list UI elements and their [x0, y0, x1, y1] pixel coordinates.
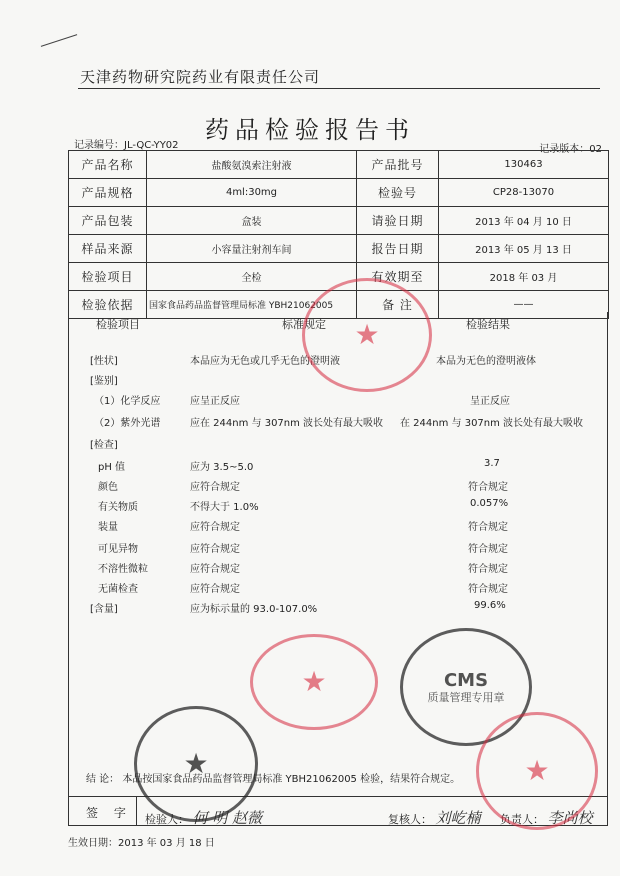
result-item: [检查] [90, 440, 118, 451]
package-label: 产品包装 [69, 207, 147, 235]
result-item: 可见异物 [98, 544, 138, 555]
star-icon: ★ [524, 754, 550, 788]
cms-seal-text: 质量管理专用章 [427, 691, 505, 705]
document-title: 药品检验报告书 [205, 116, 415, 144]
result-standard: 应符合规定 [190, 564, 240, 575]
result-value: 在 244nm 与 307nm 波长处有最大吸收 [400, 418, 584, 429]
result-value: 3.7 [484, 458, 500, 469]
product-name-label: 产品名称 [69, 151, 147, 179]
result-item: pH 值 [98, 462, 126, 473]
result-standard: 应符合规定 [190, 482, 240, 493]
reviewer-label: 复核人： [388, 813, 432, 826]
result-standard: 应符合规定 [190, 522, 240, 533]
signature-label: 签 字 [86, 806, 132, 820]
package-value: 盒装 [147, 207, 357, 235]
record-number: 记录编号：JL-QC-YY02 [74, 140, 179, 151]
black-seal-stamp [134, 706, 258, 822]
results-header-standard: 标准规定 [282, 318, 326, 331]
result-item: [鉴别] [90, 376, 118, 387]
result-standard: 本品应为无色或几乎无色的澄明液 [190, 356, 340, 367]
request-date-label: 请验日期 [357, 207, 439, 235]
spec-label: 产品规格 [69, 179, 147, 207]
result-value: 0.057% [470, 498, 509, 509]
red-seal-stamp-top [302, 278, 432, 392]
result-item: 有关物质 [98, 502, 138, 513]
source-value: 小容量注射剂车间 [147, 235, 357, 263]
item-value: 全检 [147, 263, 357, 291]
inspector-signature: 何 明 赵薇 [192, 809, 263, 827]
responsible-signature: 李尚校 [547, 809, 593, 827]
result-standard: 应符合规定 [190, 584, 240, 595]
result-standard: 应呈正反应 [190, 396, 240, 407]
request-date-value: 2013 年 04 月 10 日 [439, 207, 609, 235]
star-icon: ★ [183, 747, 209, 781]
result-item: 不溶性微粒 [98, 564, 148, 575]
result-value: 符合规定 [468, 522, 508, 533]
reviewer-signature: 刘屹楠 [435, 809, 481, 827]
results-header-result: 检验结果 [466, 318, 510, 331]
report-date-value: 2013 年 05 月 13 日 [439, 235, 609, 263]
result-value: 符合规定 [468, 544, 508, 555]
record-version: 记录版本：02 [539, 144, 602, 155]
result-standard: 应为 3.5~5.0 [190, 462, 254, 473]
table-row [69, 151, 609, 179]
expiry-label: 有效期至 [357, 263, 439, 291]
result-standard: 应在 244nm 与 307nm 波长处有最大吸收 [190, 418, 384, 429]
result-item: [性状] [90, 356, 118, 367]
inspection-no-value: CP28-13070 [439, 179, 609, 207]
product-name-value: 盐酸氨溴索注射液 [147, 151, 357, 179]
star-icon: ★ [354, 318, 380, 352]
result-value: 符合规定 [468, 564, 508, 575]
result-standard: 应为标示量的 93.0-107.0% [190, 604, 318, 615]
table-row [69, 207, 609, 235]
basis-value: 国家食品药品监督管理局标准 YBH21062005 [147, 291, 357, 319]
result-item: 无菌检查 [98, 584, 138, 595]
inspector-label: 检验人： [145, 813, 189, 826]
result-item: （2）紫外光谱 [94, 418, 161, 429]
expiry-value: 2018 年 03 月 [439, 263, 609, 291]
batch-value: 130463 [439, 151, 609, 179]
signature-divider [136, 796, 137, 826]
conclusion-text: 结 论： 本品按国家食品药品监督管理局标准 YBH21062005 检验，结果符合规定。 [86, 774, 461, 785]
result-value: 呈正反应 [470, 396, 510, 407]
cms-seal-logo: CMS [443, 669, 489, 691]
result-value: 符合规定 [468, 482, 508, 493]
result-value: 本品为无色的澄明液体 [436, 356, 536, 367]
result-item: 装量 [98, 522, 118, 533]
result-item: （1）化学反应 [94, 396, 161, 407]
pen-scratch [41, 34, 77, 47]
result-item: 颜色 [98, 482, 118, 493]
company-name: 天津药物研究院药业有限责任公司 [80, 68, 321, 86]
item-label: 检验项目 [69, 263, 147, 291]
header-rule [78, 88, 600, 89]
result-standard: 应符合规定 [190, 544, 240, 555]
red-seal-stamp-bottom [476, 712, 598, 830]
report-date-label: 报告日期 [357, 235, 439, 263]
inspection-no-label: 检验号 [357, 179, 439, 207]
table-row [69, 179, 609, 207]
remark-label: 备 注 [357, 291, 439, 319]
reviewer-field [388, 807, 481, 828]
star-icon: ★ [301, 665, 327, 699]
table-row [69, 235, 609, 263]
remark-value: —— [439, 291, 609, 319]
result-value: 符合规定 [468, 584, 508, 595]
result-standard: 不得大于 1.0% [190, 502, 259, 513]
red-seal-stamp-middle [250, 634, 378, 730]
result-item: [含量] [90, 604, 118, 615]
results-header-item: 检验项目 [96, 318, 140, 331]
effective-date: 生效日期：2013 年 03 月 18 日 [68, 838, 215, 849]
basis-label: 检验依据 [69, 291, 147, 319]
batch-label: 产品批号 [357, 151, 439, 179]
responsible-label: 负责人： [500, 813, 544, 826]
result-value: 99.6% [474, 600, 506, 611]
source-label: 样品来源 [69, 235, 147, 263]
spec-value: 4ml:30mg [147, 179, 357, 207]
